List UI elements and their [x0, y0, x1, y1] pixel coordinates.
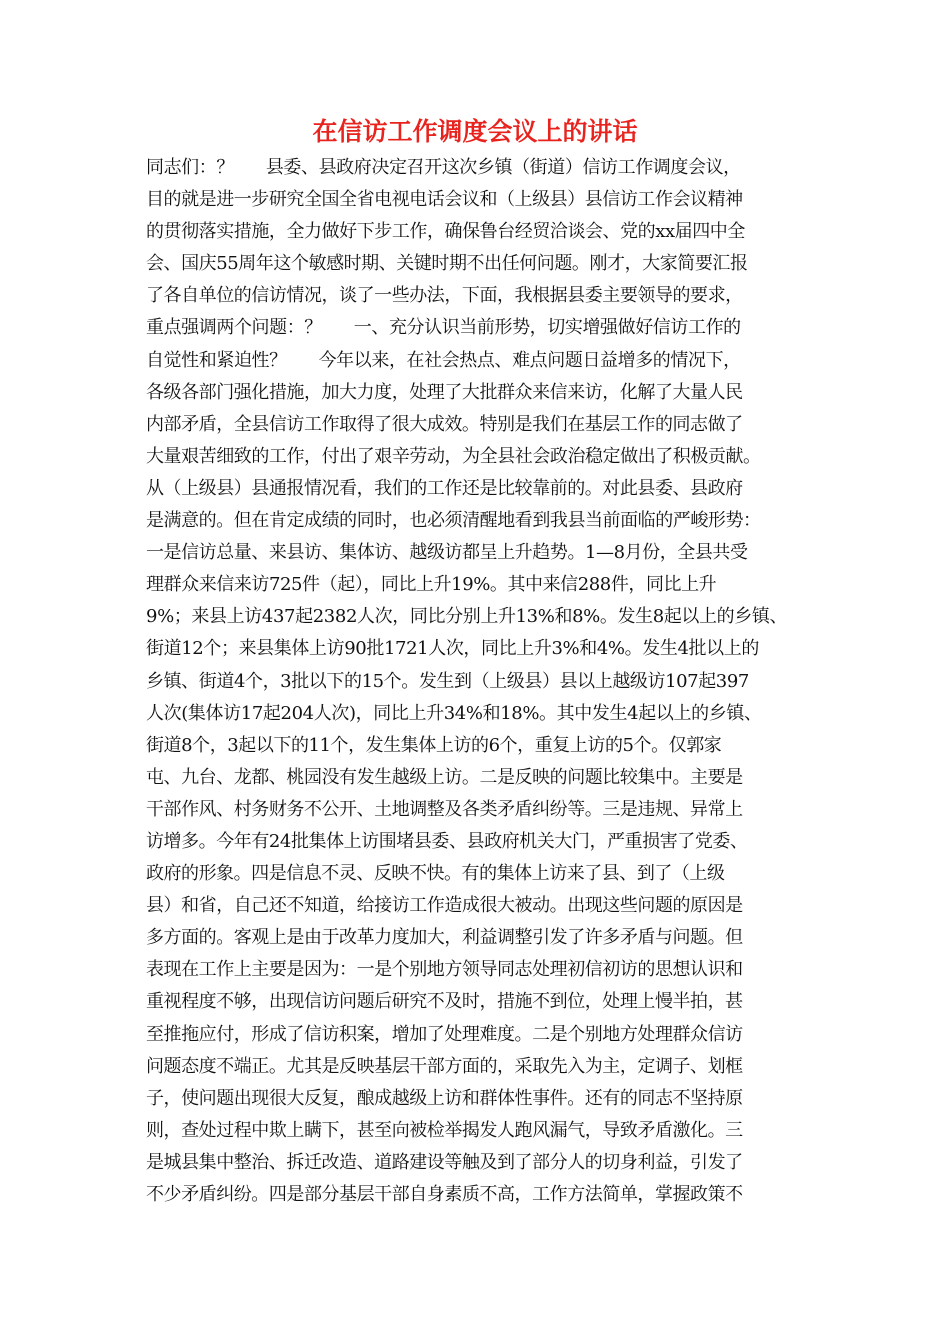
body-line: 表现在工作上主要是因为：一是个别地方领导同志处理初信初访的思想认识和: [146, 959, 743, 981]
body-line: 同志们：？ 县委、县政府决定召开这次乡镇（街道）信访工作调度会议，: [146, 157, 741, 178]
body-line: 人次(集体访17起204人次)，同比上升34%和18%。其中发生4起以上的乡镇、: [146, 702, 762, 724]
body-line: 从（上级县）县通报情况看，我们的工作还是比较靠前的。对此县委、县政府: [146, 477, 743, 499]
body-line: 子，使问题出现很大反复，酿成越级上访和群体性事件。还有的同志不坚持原: [146, 1087, 743, 1109]
body-line: 自觉性和紧迫性？ 今年以来，在社会热点、难点问题日益增多的情况下，: [146, 349, 741, 371]
body-line: 大量艰苦细致的工作，付出了艰辛劳动，为全县社会政治稳定做出了积极贡献。: [146, 445, 761, 467]
body-line: 乡镇、街道4个，3批以下的15个。发生到（上级县）县以上越级访107起397: [146, 670, 749, 692]
body-line: 一是信访总量、来县访、集体访、越级访都呈上升趋势。1—8月份，全县共受: [146, 542, 748, 564]
body-line: 政府的形象。四是信息不灵、反映不快。有的集体上访来了县、到了（上级: [146, 863, 725, 885]
document-title: 在信访工作调度会议上的讲话: [312, 117, 638, 146]
body-line: 街道12个；来县集体上访90批1721人次，同比上升3%和4%。发生4批以上的: [146, 638, 759, 660]
body-line: 问题态度不端正。尤其是反映基层干部方面的，采取先入为主，定调子、划框: [146, 1055, 743, 1077]
body-line: 是满意的。但在肯定成绩的同时，也必须清醒地看到我县当前面临的严峻形势：: [146, 510, 761, 532]
body-line: 了各自单位的信访情况，谈了一些办法，下面，我根据县委主要领导的要求，: [146, 285, 743, 307]
body-line: 的贯彻落实措施，全力做好下步工作，确保鲁台经贸洽谈会、党的xx届四中全: [146, 221, 745, 243]
body-line: 不少矛盾纠纷。四是部分基层干部自身素质不高，工作方法简单，掌握政策不: [146, 1184, 743, 1205]
body-line: 目的就是进一步研究全国全省电视电话会议和（上级县）县信访工作会议精神: [146, 189, 743, 211]
body-line: 重点强调两个问题：？ 一、充分认识当前形势，切实增强做好信访工作的: [146, 317, 741, 339]
body-line: 县）和省，自己还不知道，给接访工作造成很大被动。出现这些问题的原因是: [146, 895, 743, 917]
body-line: 街道8个，3起以下的11个，发生集体上访的6个，重复上访的5个。仅郭家: [146, 734, 722, 756]
body-line: 则，查处过程中欺上瞒下，甚至向被检举揭发人跑风漏气，导致矛盾激化。三: [146, 1119, 743, 1141]
body-line: 9%；来县上访437起2382人次，同比分别上升13%和8%。发生8起以上的乡镇、: [146, 606, 788, 628]
body-line: 各级各部门强化措施，加大力度，处理了大批群众来信来访，化解了大量人民: [146, 381, 743, 403]
body-line: 理群众来信来访725件（起），同比上升19%。其中来信288件，同比上升: [146, 574, 717, 596]
body-line: 重视程度不够，出现信访问题后研究不及时，措施不到位，处理上慢半拍，甚: [146, 991, 743, 1013]
body-line: 至推拖应付，形成了信访积案，增加了处理难度。二是个别地方处理群众信访: [146, 1023, 743, 1045]
body-line: 内部矛盾，全县信访工作取得了很大成效。特别是我们在基层工作的同志做了: [146, 413, 743, 435]
body-line: 屯、九台、龙都、桃园没有发生越级上访。二是反映的问题比较集中。主要是: [146, 766, 743, 788]
body-line: 会、国庆55周年这个敏感时期、关键时期不出任何问题。刚才，大家简要汇报: [146, 253, 748, 275]
body-line: 多方面的。客观上是由于改革力度加大，利益调整引发了许多矛盾与问题。但: [146, 927, 743, 949]
body-line: 是城县集中整治、拆迁改造、道路建设等触及到了部分人的切身利益，引发了: [146, 1151, 743, 1173]
document-body: [146, 152, 816, 1211]
body-line: 干部作风、村务财务不公开、土地调整及各类矛盾纠纷等。三是违规、异常上: [146, 798, 743, 820]
body-line: 访增多。今年有24批集体上访围堵县委、县政府机关大门，严重损害了党委、: [146, 830, 748, 852]
